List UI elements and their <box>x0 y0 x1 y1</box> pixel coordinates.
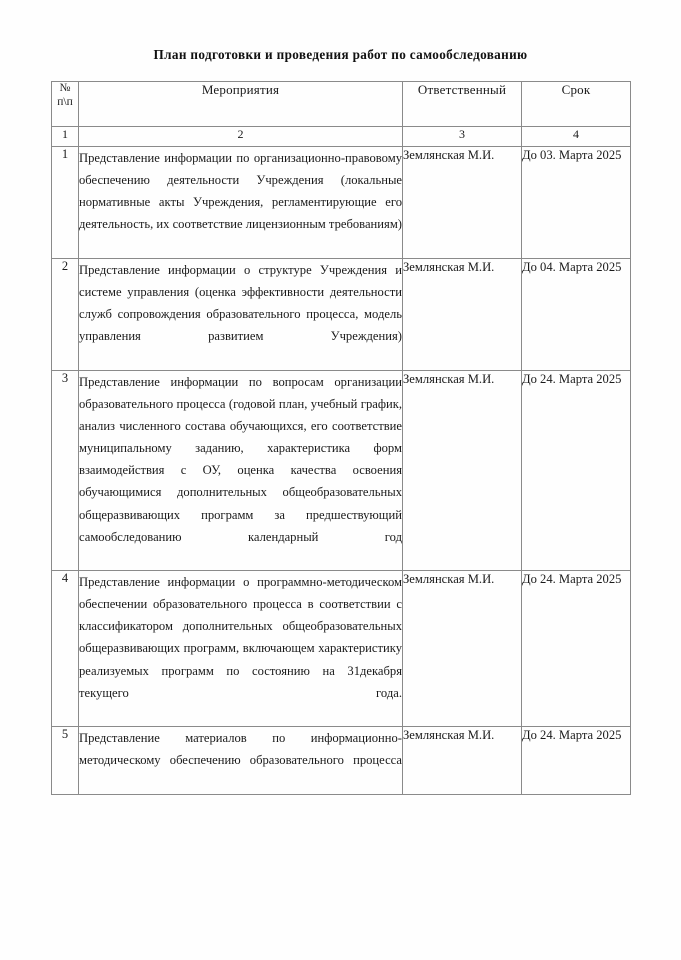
row-responsible: Землянская М.И. <box>403 570 522 726</box>
header-number: № п\п <box>52 82 79 127</box>
row-activity <box>79 370 403 570</box>
row-number: 4 <box>52 570 79 726</box>
table-row <box>52 370 631 570</box>
table-row <box>52 570 631 726</box>
row-term: До 24. Марта 2025 <box>522 727 631 794</box>
row-number: 2 <box>52 258 79 370</box>
header-responsible: Ответственный <box>403 82 522 127</box>
row-activity <box>79 147 403 259</box>
column-number-2: 2 <box>79 127 403 147</box>
row-responsible: Землянская М.И. <box>403 258 522 370</box>
row-responsible: Землянская М.И. <box>403 147 522 259</box>
table-column-number-row <box>52 127 631 147</box>
column-number-4: 4 <box>522 127 631 147</box>
row-activity-text: Представление информации о структуре Учреждения и системе управления (оценка эффективности деятельности служб сопровождения образовательного процесса, модель управления развитием Учреждения) <box>79 262 402 344</box>
table-row <box>52 258 631 370</box>
table-header-row <box>52 82 631 127</box>
row-activity-text: Представление информации по вопросам организации образовательного процесса (годовой план, учебный график, анализ численного состава обучающихся, его соответствие муниципальному заданию, характеристика форм взаимодействия с ОУ, оценка качества освоения обучающимися дополнительных общеобразовательных общеразвивающих программ за предшествующий самообследованию календарный год <box>79 374 402 544</box>
row-number: 5 <box>52 727 79 794</box>
row-activity-text: Представление информации по организационно-правовому обеспечению деятельности Учреждения (локальные нормативные акты Учреждения, регламентирующие его деятельность, их соответствие лицензионным требованиям) <box>79 151 402 232</box>
row-responsible: Землянская М.И. <box>403 370 522 570</box>
column-number-3: 3 <box>403 127 522 147</box>
row-term: До 03. Марта 2025 <box>522 147 631 259</box>
row-activity <box>79 570 403 726</box>
page-title: План подготовки и проведения работ по самообследованию <box>153 47 528 62</box>
row-term: До 04. Марта 2025 <box>522 258 631 370</box>
table-row <box>52 727 631 794</box>
row-activity-text: Представление материалов по информационно-методическому обеспечению образовательного процесса <box>79 731 402 768</box>
row-activity-text: Представление информации о программно-методическом обеспечении образовательного процесса в соответствии с классификатором дополнительных общеобразовательных общеразвивающих программ, включающем характеристику реализуемых программ по состоянию на 31декабря текущего года. <box>79 574 402 700</box>
row-term: До 24. Марта 2025 <box>522 570 631 726</box>
header-term: Срок <box>522 82 631 127</box>
table-row <box>52 147 631 259</box>
row-number: 1 <box>52 147 79 259</box>
row-term: До 24. Марта 2025 <box>522 370 631 570</box>
header-activity: Мероприятия <box>79 82 403 127</box>
row-number: 3 <box>52 370 79 570</box>
plan-table <box>51 81 631 795</box>
column-number-1: 1 <box>52 127 79 147</box>
row-activity <box>79 727 403 794</box>
row-activity <box>79 258 403 370</box>
row-responsible: Землянская М.И. <box>403 727 522 794</box>
